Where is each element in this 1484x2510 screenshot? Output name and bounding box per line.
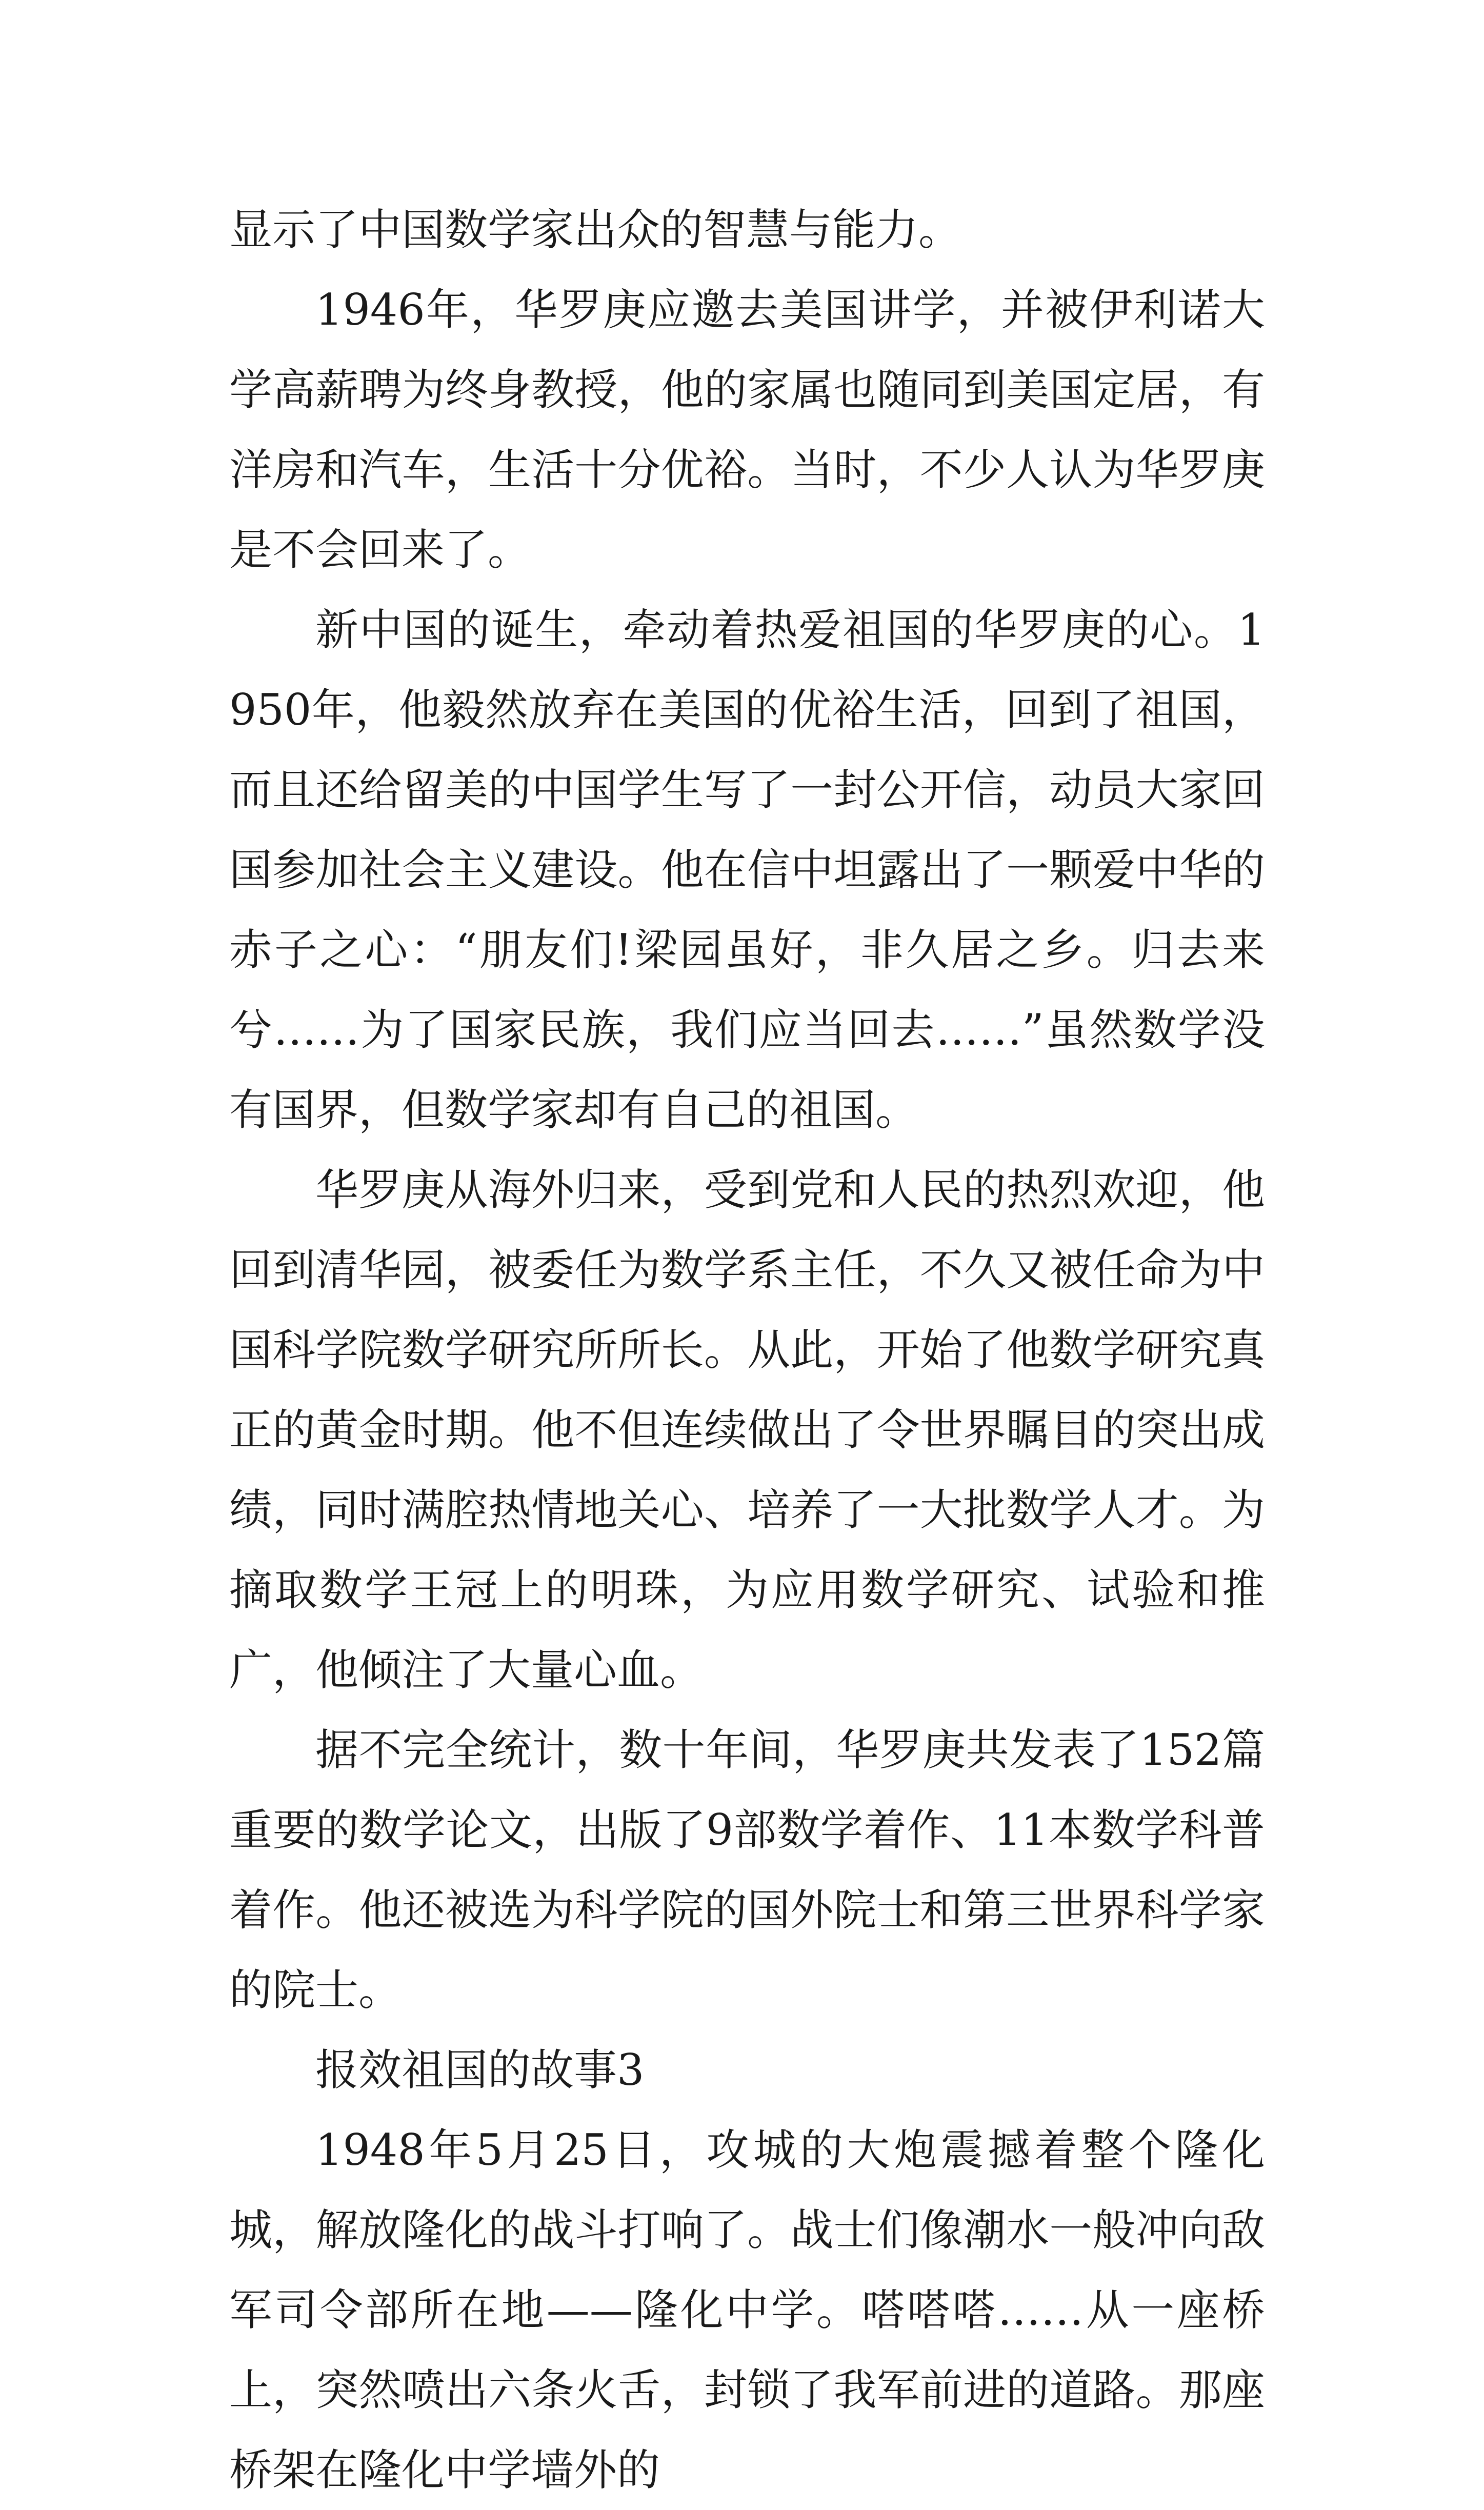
paragraph-2: 1946年，华罗庚应邀去美国讲学，并被伊利诺大学高薪聘为终身教授，他的家属也随同到美国定居，有洋房和汽车，生活十分优裕。当时，不少人认为华罗庚是不会回来了。 xyxy=(229,285,1265,575)
paragraph-4: 华罗庚从海外归来，受到党和人民的热烈欢迎，他回到清华园，被委任为数学系主任，不久又被任命为中国科学院数学研究所所长。从此，开始了他数学研究真正的黄金时期。他不但连续做出了令世界瞩目的突出成绩，同时满腔热情地关心、培养了一大批数学人才。为摘取数学王冠上的明珠，为应用数学研究、试验和推广，他倾注了大量心血。 xyxy=(229,1165,1265,1695)
paragraph-5: 据不完全统计，数十年间，华罗庚共发表了152篇重要的数学论文，出版了9部数学着作、11本数学科普着作。他还被选为科学院的国外院士和第三世界科学家的院士。 xyxy=(229,1725,1265,2015)
paragraph-6: 1948年5月25日，攻城的大炮震撼着整个隆化城，解放隆化的战斗打响了。战士们像潮水一般冲向敌军司令部所在地——隆化中学。嗒嗒嗒……从一座桥上，突然喷出六条火舌，封锁了我军前进的道路。那座桥架在隆化中学墙外的 xyxy=(229,2125,1265,2495)
paragraph-1: 显示了中国数学家出众的智慧与能力。 xyxy=(229,205,962,255)
body-text xyxy=(229,190,1265,2510)
paragraph-3: 新中国的诞生，牵动着热爱祖国的华罗庚的心。1950年，他毅然放弃在美国的优裕生活，回到了祖国，而且还给留美的中国学生写了一封公开信，动员大家回国参加社会主义建设。他在信中坦露出了一颗爱中华的赤子之心：“朋友们!梁园虽好，非久居之乡。归去来兮……为了国家民族，我们应当回去……”虽然数学没有国界，但数学家却有自己的祖国。 xyxy=(229,605,1265,1135)
section-title: 报效祖国的故事3 xyxy=(315,2045,645,2095)
